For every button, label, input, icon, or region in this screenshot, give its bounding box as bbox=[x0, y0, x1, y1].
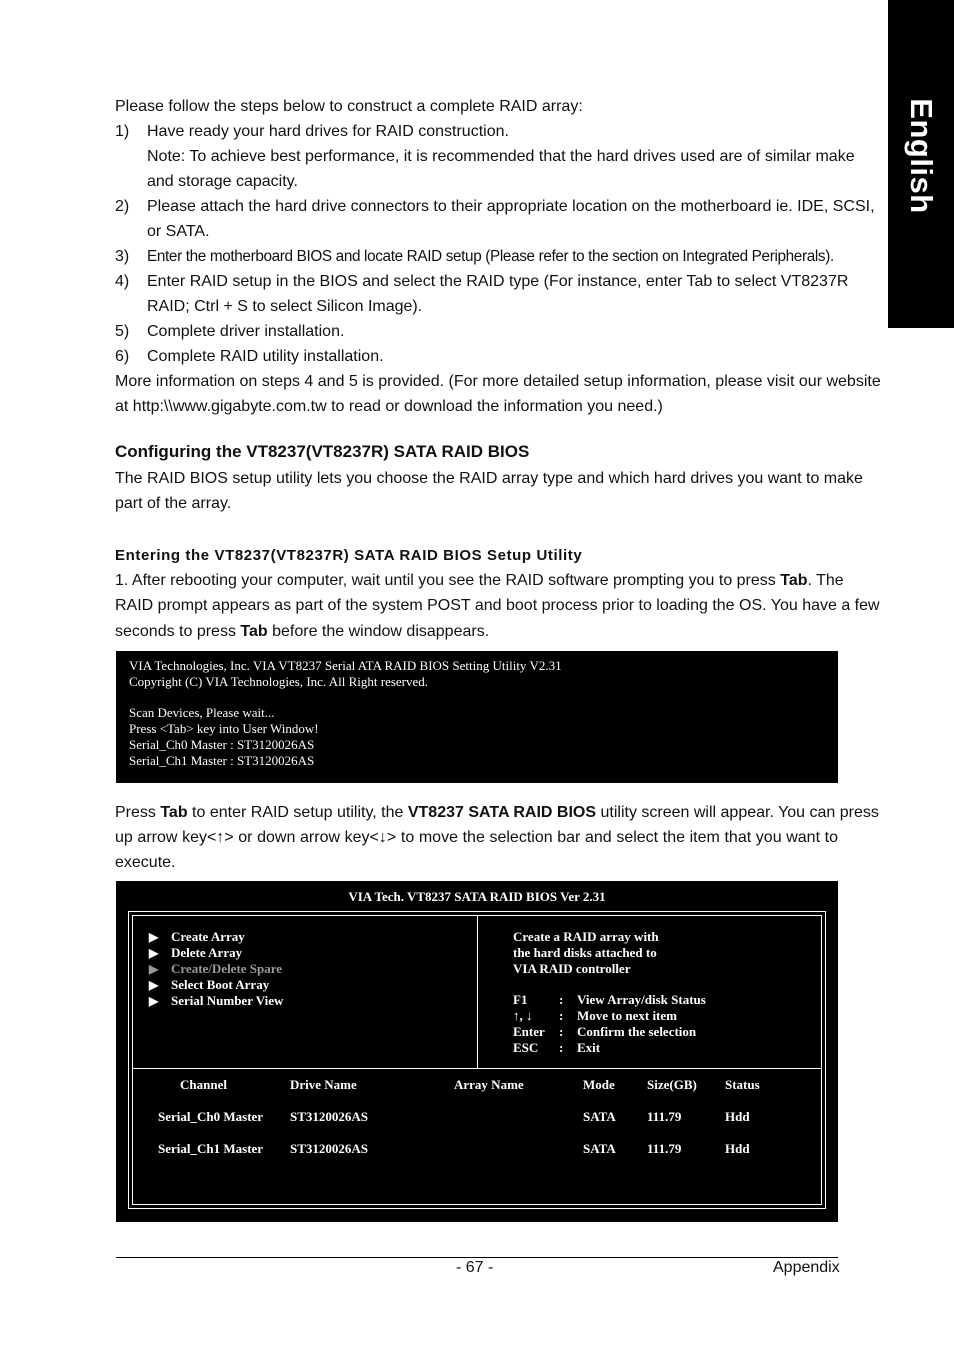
section-text: seconds to press Tab before the window disappears. bbox=[115, 623, 490, 640]
help-text: the hard disks attached to bbox=[513, 945, 657, 960]
menu-serial-number-view[interactable]: ▶ Serial Number View bbox=[149, 993, 284, 1008]
note-text: Note: To achieve best performance, it is recommended that the hard drives used are of similar make bbox=[147, 148, 855, 165]
arrow-right-icon: ▶ bbox=[149, 994, 159, 1008]
key-name: ESC bbox=[513, 1040, 539, 1055]
help-text: VIA RAID controller bbox=[513, 961, 631, 976]
drive-status: Hdd bbox=[725, 1141, 750, 1156]
arrow-right-icon: ▶ bbox=[149, 962, 159, 976]
arrow-right-icon: ▶ bbox=[149, 978, 159, 992]
drive-name: ST3120026AS bbox=[290, 1109, 369, 1124]
section-text: 1. After rebooting your computer, wait until you see the RAID software prompting you to press Tab. The bbox=[115, 572, 844, 589]
note-text: and storage capacity. bbox=[147, 173, 298, 190]
section-text: RAID prompt appears as part of the system POST and boot process prior to loading the OS. You have a few bbox=[115, 597, 880, 614]
column-header-status: Status bbox=[725, 1077, 760, 1092]
key-name: F1 bbox=[513, 992, 528, 1007]
column-header-mode: Mode bbox=[583, 1077, 615, 1092]
step-number: 4) bbox=[115, 273, 130, 290]
step-number: 3) bbox=[115, 248, 130, 265]
key-separator: : bbox=[559, 1040, 564, 1055]
instruction-text: up arrow key<↑> or down arrow key<↓> to move the selection bar and select the item that you want to bbox=[115, 829, 838, 846]
instruction-text: Press Tab to enter RAID setup utility, the VT8237 SATA RAID BIOS utility screen will appear. You can press bbox=[115, 804, 879, 821]
step-text: Enter the motherboard BIOS and locate RAID setup (Please refer to the section on Integrated Peripherals). bbox=[147, 248, 834, 265]
key-name: Enter bbox=[513, 1024, 545, 1039]
drive-channel: Serial_Ch0 Master bbox=[158, 1109, 264, 1124]
key-description: Exit bbox=[577, 1040, 601, 1055]
bios-vertical-divider bbox=[477, 915, 478, 1068]
step-number: 2) bbox=[115, 198, 130, 215]
arrow-right-icon: ▶ bbox=[149, 930, 159, 944]
bios-horizontal-divider bbox=[132, 1068, 822, 1069]
step-number: 5) bbox=[115, 323, 130, 340]
page-number: - 67 - bbox=[456, 1259, 494, 1276]
menu-delete-array[interactable]: ▶ Delete Array bbox=[149, 945, 243, 960]
drive-size: 111.79 bbox=[647, 1109, 682, 1124]
intro-text: Please follow the steps below to construct a complete RAID array: bbox=[115, 98, 583, 115]
section-heading: Configuring the VT8237(VT8237R) SATA RAID BIOS bbox=[115, 442, 530, 461]
key-separator: : bbox=[559, 1008, 564, 1023]
column-header-array-name: Array Name bbox=[454, 1077, 524, 1092]
language-tab-label: English bbox=[904, 98, 939, 214]
more-info-text: More information on steps 4 and 5 is provided. (For more detailed setup information, please visit our website bbox=[115, 373, 881, 390]
raid-post-screen bbox=[116, 651, 838, 783]
console-line: Serial_Ch1 Master : ST3120026AS bbox=[129, 753, 315, 768]
drive-mode: SATA bbox=[583, 1109, 616, 1124]
step-text: or SATA. bbox=[147, 223, 210, 240]
drive-channel: Serial_Ch1 Master bbox=[158, 1141, 264, 1156]
drive-status: Hdd bbox=[725, 1109, 750, 1124]
drive-name: ST3120026AS bbox=[290, 1141, 369, 1156]
menu-select-boot-array[interactable]: ▶ Select Boot Array bbox=[149, 977, 270, 992]
more-info-text: at http:\\www.gigabyte.com.tw to read or download the information you need.) bbox=[115, 398, 663, 415]
footer-section: Appendix bbox=[773, 1259, 840, 1276]
step-text: Complete driver installation. bbox=[147, 323, 345, 340]
language-side-tab bbox=[888, 0, 954, 328]
key-description: Confirm the selection bbox=[577, 1024, 697, 1039]
step-text: RAID; Ctrl + S to select Silicon Image). bbox=[147, 298, 423, 315]
help-text: Create a RAID array with bbox=[513, 929, 659, 944]
console-line: Copyright (C) VIA Technologies, Inc. All Right reserved. bbox=[129, 674, 429, 689]
column-header-channel: Channel bbox=[180, 1077, 227, 1092]
arrow-right-icon: ▶ bbox=[149, 946, 159, 960]
key-separator: : bbox=[559, 992, 564, 1007]
step-text: Please attach the hard drive connectors to their appropriate location on the motherboard ie. IDE, SCSI, bbox=[147, 198, 875, 215]
section-text: The RAID BIOS setup utility lets you choose the RAID array type and which hard drives you want to make bbox=[115, 470, 863, 487]
console-line: Press <Tab> key into User Window! bbox=[129, 721, 319, 736]
section-text: part of the array. bbox=[115, 495, 232, 512]
step-number: 1) bbox=[115, 123, 130, 140]
section-heading: Entering the VT8237(VT8237R) SATA RAID BIOS Setup Utility bbox=[115, 547, 583, 564]
console-line: Scan Devices, Please wait... bbox=[129, 705, 275, 720]
menu-create-array[interactable]: ▶ Create Array bbox=[149, 929, 245, 944]
raid-bios-screen bbox=[116, 881, 838, 1222]
console-line: Serial_Ch0 Master : ST3120026AS bbox=[129, 737, 315, 752]
column-header-size: Size(GB) bbox=[647, 1077, 697, 1092]
key-name: ↑, ↓ bbox=[513, 1008, 533, 1023]
key-description: Move to next item bbox=[577, 1008, 677, 1023]
drive-mode: SATA bbox=[583, 1141, 616, 1156]
instruction-text: execute. bbox=[115, 854, 176, 871]
key-separator: : bbox=[559, 1024, 564, 1039]
key-description: View Array/disk Status bbox=[577, 992, 706, 1007]
step-text: Have ready your hard drives for RAID construction. bbox=[147, 123, 509, 140]
drive-size: 111.79 bbox=[647, 1141, 682, 1156]
step-text: Enter RAID setup in the BIOS and select the RAID type (For instance, enter Tab to select VT8237R bbox=[147, 273, 849, 290]
step-text: Complete RAID utility installation. bbox=[147, 348, 384, 365]
bios-title: VIA Tech. VT8237 SATA RAID BIOS Ver 2.31 bbox=[348, 889, 606, 904]
step-number: 6) bbox=[115, 348, 130, 365]
menu-create-delete-spare[interactable]: ▶ Create/Delete Spare bbox=[149, 961, 283, 976]
column-header-drive-name: Drive Name bbox=[290, 1077, 357, 1092]
console-line: VIA Technologies, Inc. VIA VT8237 Serial ATA RAID BIOS Setting Utility V2.31 bbox=[129, 658, 562, 673]
